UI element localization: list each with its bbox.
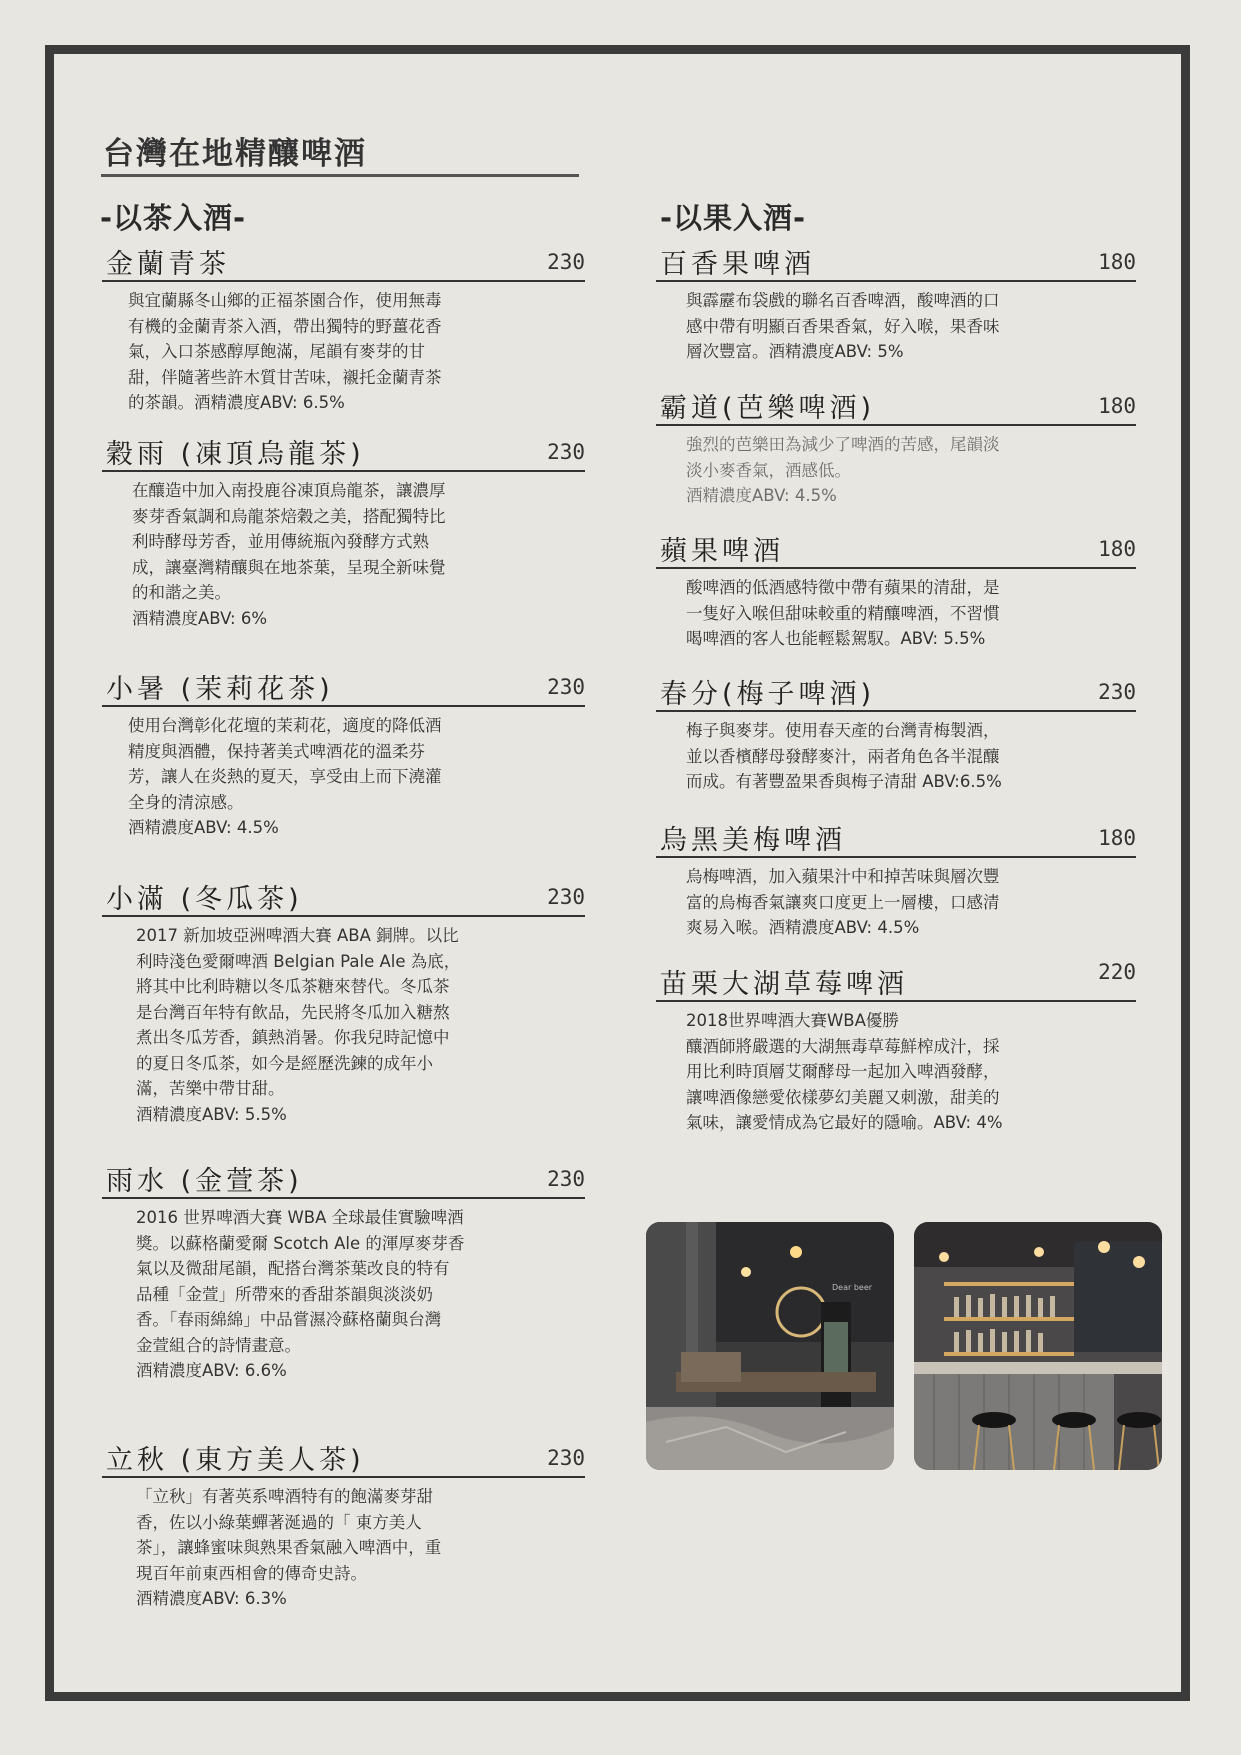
item-name: 金蘭青茶 xyxy=(106,249,230,280)
item-name: 雨水 (金萱茶) xyxy=(106,1166,303,1197)
item-price: 180 xyxy=(1098,394,1136,418)
item-description: 梅子與麥芽。使用春天產的台灣青梅製酒， 並以香檳酵母發酵麥汁，兩者角色各半混釀 而成。有著豐盈果香與梅子清甜 ABV:6.5% xyxy=(686,721,1002,791)
item-description: 2017 新加坡亞洲啤酒大賽 ABA 銅牌。以比 利時淺色愛爾啤酒 Belgian Pale Ale 為底， 將其中比利時糖以冬瓜茶糖來替代。冬瓜茶 是台灣百年特有飲品，先民將冬瓜加入糖熬 煮出冬瓜芳香，鎮熱消暑。你我兒時記憶中 的夏日冬瓜茶，如今是經歷洗鍊的成年小 滿，苦樂中帶甘甜。 酒精濃度ABV: 5.5% xyxy=(136,926,461,1124)
item-description: 2016 世界啤酒大賽 WBA 全球最佳實驗啤酒 獎。以蘇格蘭愛爾 Scotch Ale 的渾厚麥芽香 氣以及微甜尾韻，配搭台灣茶葉改良的特有 品種「金萱」所帶來的香甜茶韻與淡淡奶 香。「春雨綿綿」中品嘗濕冷蘇格蘭與台灣 金萱組合的詩情畫意。 酒精濃度ABV: 6.6% xyxy=(136,1208,465,1380)
menu-item xyxy=(102,250,585,416)
item-name: 春分(梅子啤酒) xyxy=(660,679,876,710)
menu-item xyxy=(656,394,1136,509)
menu-item xyxy=(102,1446,585,1612)
item-description: 與霹靂布袋戲的聯名百香啤酒，酸啤酒的口 感中帶有明顯百香果香氣，好入喉，果香味 層次豐富。酒精濃度ABV: 5% xyxy=(686,291,1000,361)
item-name: 苗栗大湖草莓啤酒 xyxy=(660,969,908,1000)
item-name: 穀雨 (凍頂烏龍茶) xyxy=(106,439,365,470)
item-price: 230 xyxy=(547,250,585,274)
item-name: 蘋果啤酒 xyxy=(660,536,784,567)
menu-item xyxy=(102,675,585,841)
menu-item xyxy=(656,537,1136,652)
item-name: 小暑 (茉莉花茶) xyxy=(106,674,334,705)
item-price: 180 xyxy=(1098,250,1136,274)
title-underline xyxy=(101,174,579,177)
item-price: 230 xyxy=(547,675,585,699)
fruit-section-title: -以果入酒- xyxy=(660,201,807,235)
bar-interior-photo xyxy=(646,1222,894,1470)
item-description: 在釀造中加入南投鹿谷凍頂烏龍茶，讓濃厚 麥芽香氣調和烏龍茶焙穀之美，搭配獨特比 利時酵母芳香，並用傳統瓶內發酵方式熟 成，讓臺灣精釀與在地茶葉，呈現全新味覺 的和諧之美。 酒精濃度ABV: 6% xyxy=(132,481,446,628)
item-price: 230 xyxy=(547,1167,585,1191)
item-description: 2018世界啤酒大賽WBA優勝 釀酒師將嚴選的大湖無毒草莓鮮榨成汁，採 用比利時頂層艾爾酵母一起加入啤酒發酵， 讓啤酒像戀愛依樣夢幻美麗又刺激，甜美的 氣味，讓愛情成為它最好的隱喻。ABV: 4% xyxy=(686,1011,1003,1132)
item-name: 烏黑美梅啤酒 xyxy=(660,825,846,856)
item-description: 強烈的芭樂田為減少了啤酒的苦感，尾韻淡 淡小麥香氣，酒感低。 酒精濃度ABV: 4.5% xyxy=(686,435,1000,505)
bar-counter-photo xyxy=(914,1222,1162,1470)
sign-text: Dear beer xyxy=(832,1283,873,1292)
menu-item xyxy=(102,1167,585,1384)
item-description: 烏梅啤酒，加入蘋果汁中和掉苦味與層次豐 富的烏梅香氣讓爽口度更上一層樓，口感清 爽易入喉。酒精濃度ABV: 4.5% xyxy=(686,867,1000,937)
menu-item xyxy=(102,885,585,1127)
item-price: 230 xyxy=(547,1446,585,1470)
item-price: 180 xyxy=(1098,537,1136,561)
item-price: 230 xyxy=(547,440,585,464)
item-name: 立秋 (東方美人茶) xyxy=(106,1445,365,1476)
menu-item xyxy=(656,826,1136,941)
item-price: 180 xyxy=(1098,826,1136,850)
item-description: 「立秋」有著英系啤酒特有的飽滿麥芽甜 香，佐以小綠葉蟬著涎過的「 東方美人 茶」，讓蜂蜜味與熟果香氣融入啤酒中，重 現百年前東西相會的傳奇史詩。 酒精濃度ABV: 6.3% xyxy=(136,1487,442,1608)
item-price: 230 xyxy=(1098,680,1136,704)
item-name: 百香果啤酒 xyxy=(660,249,815,280)
item-description: 與宜蘭縣冬山鄉的正福茶園合作，使用無毒 有機的金蘭青茶入酒，帶出獨特的野薑花香 氣，入口茶感醇厚飽滿，尾韻有麥芽的甘 甜，伴隨著些許木質甘苦味，襯托金蘭青茶 的茶韻。酒精濃度ABV: 6.5% xyxy=(128,291,442,412)
menu-item xyxy=(102,440,585,631)
menu-title: 台灣在地精釀啤酒 xyxy=(103,136,367,172)
menu-item xyxy=(656,960,1136,1136)
item-price: 230 xyxy=(547,885,585,909)
item-description: 使用台灣彰化花壇的茉莉花，適度的降低酒 精度與酒體，保持著美式啤酒花的溫柔芬 芳，讓人在炎熱的夏天，享受由上而下澆灌 全身的清涼感。 酒精濃度ABV: 4.5% xyxy=(128,716,442,837)
menu-item xyxy=(656,250,1136,365)
item-name: 小滿 (冬瓜茶) xyxy=(106,884,303,915)
item-description: 酸啤酒的低酒感特徵中帶有蘋果的清甜，是 一隻好入喉但甜味較重的精釀啤酒，不習慣 喝啤酒的客人也能輕鬆駕馭。ABV: 5.5% xyxy=(686,578,1000,648)
item-name: 霸道(芭樂啤酒) xyxy=(660,393,876,424)
menu-item xyxy=(656,680,1136,795)
item-price: 220 xyxy=(1098,960,1136,984)
tea-section-title: -以茶入酒- xyxy=(100,201,247,235)
